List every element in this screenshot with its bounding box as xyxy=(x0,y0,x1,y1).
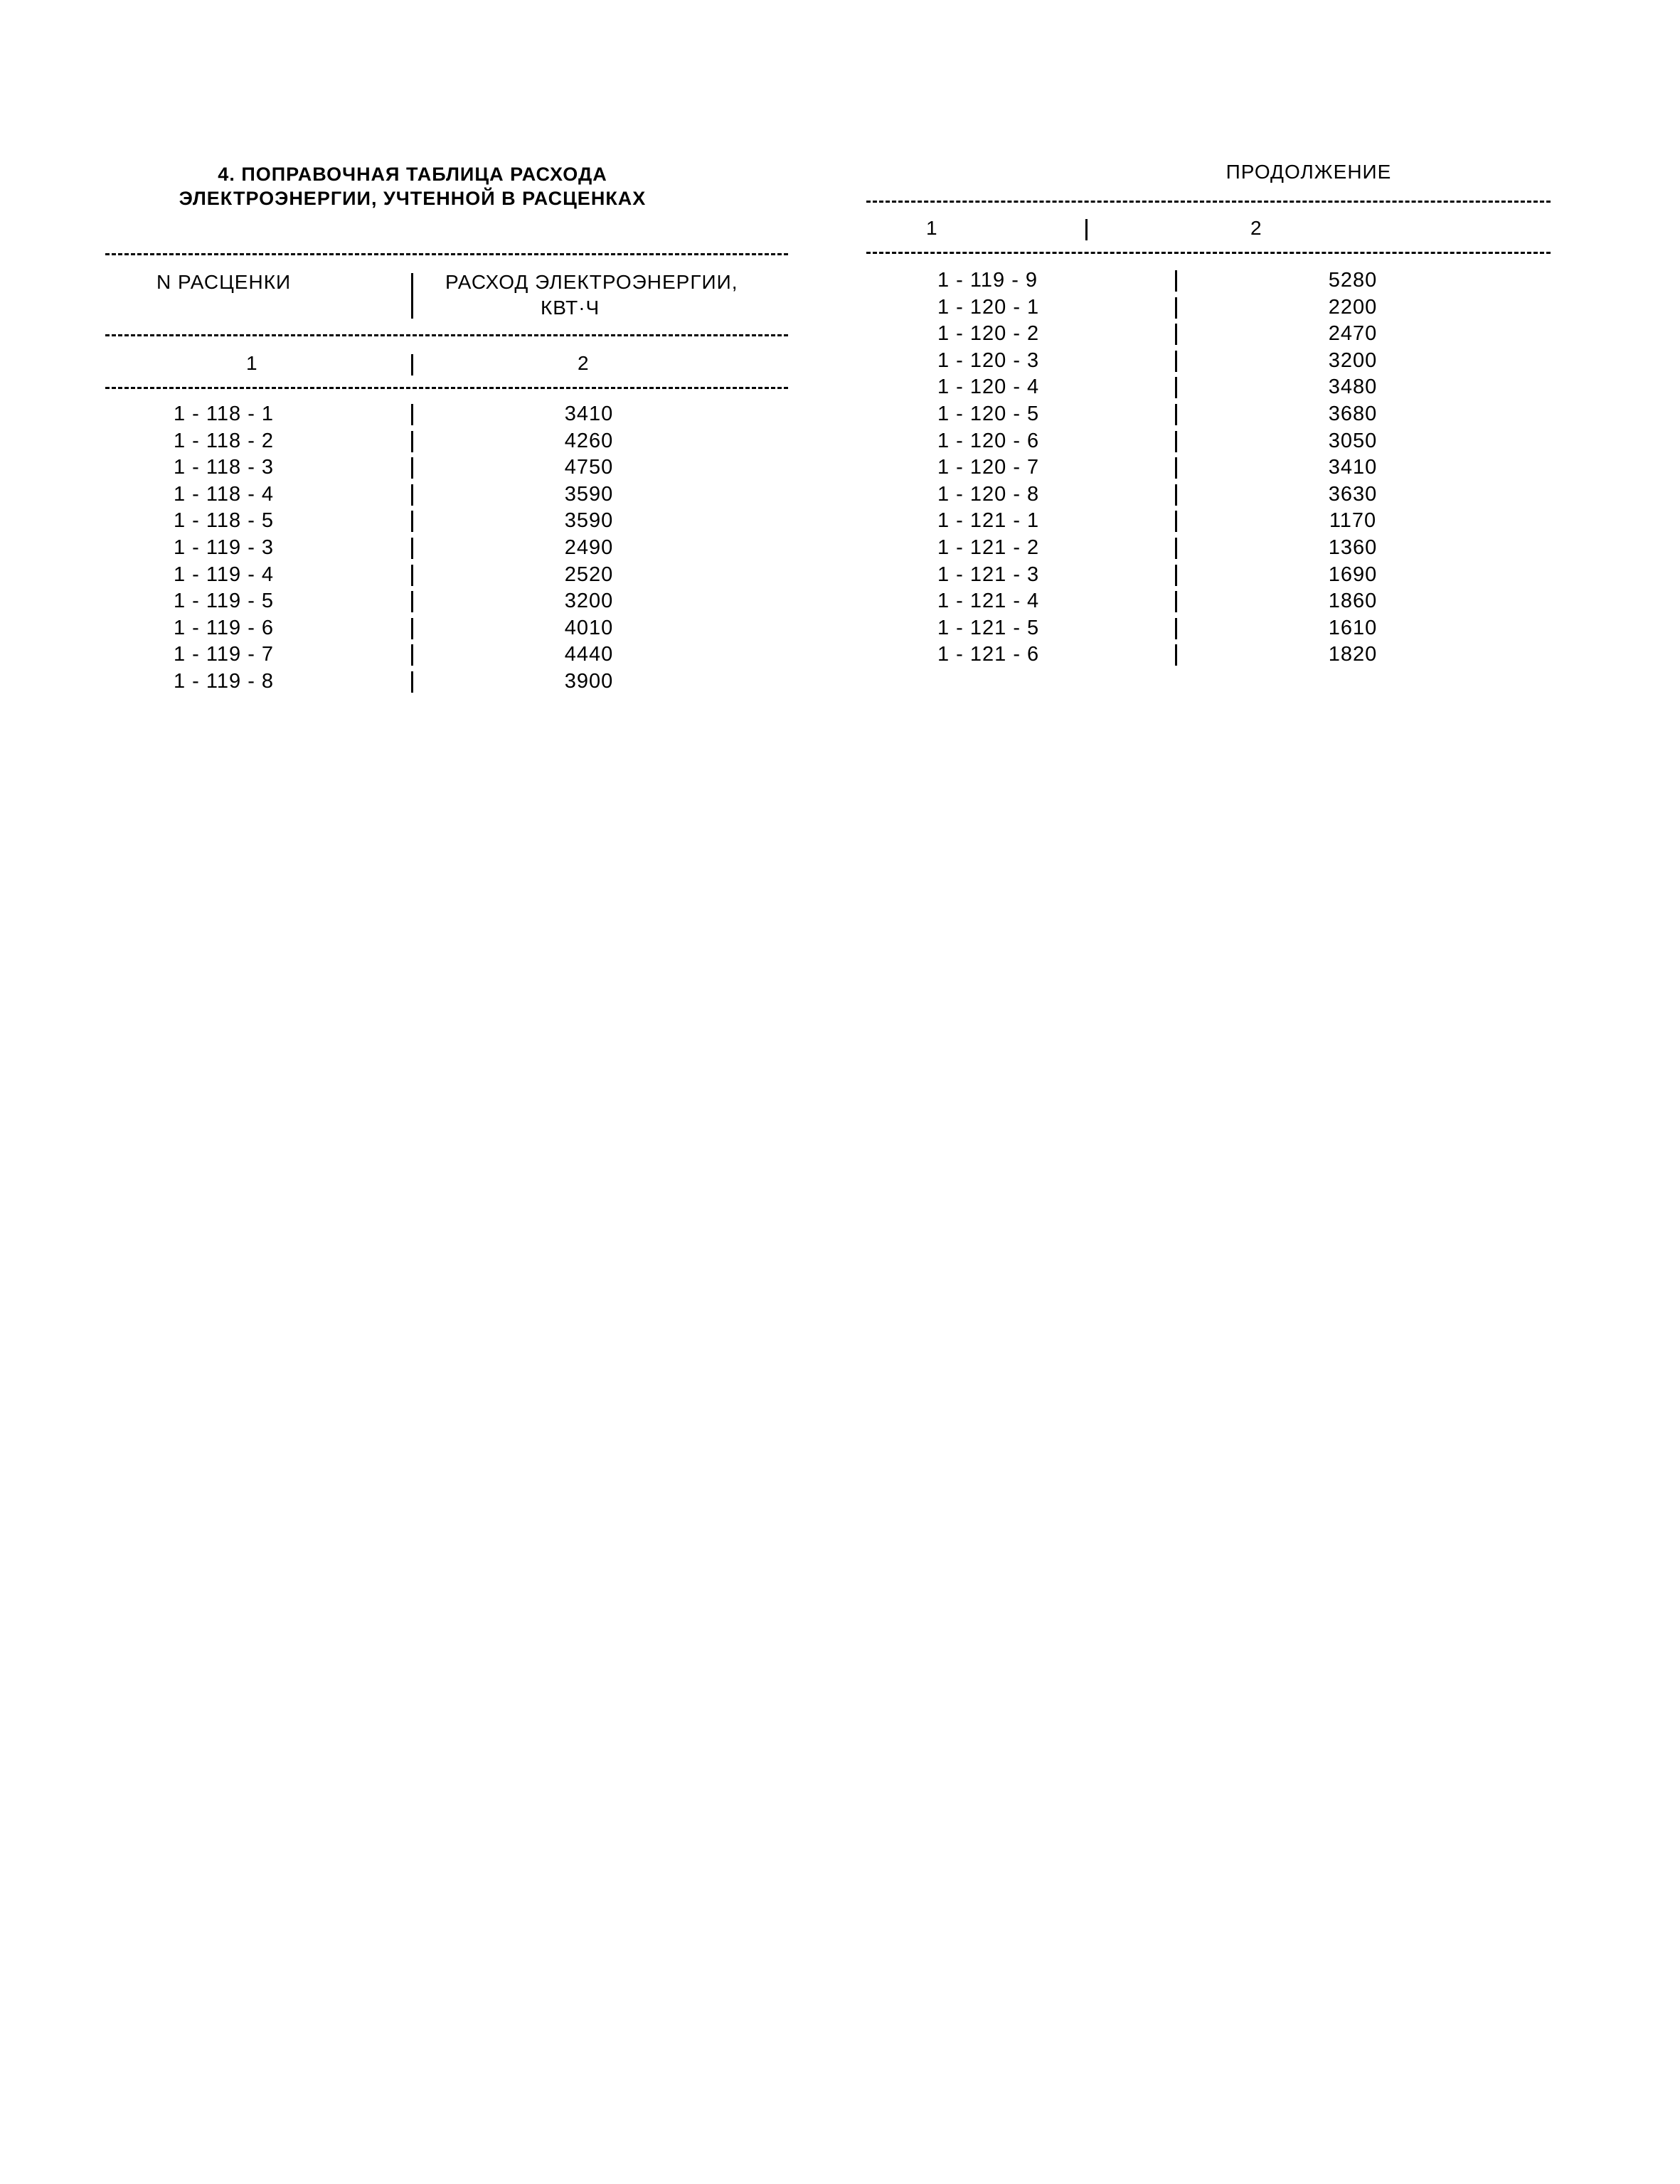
column-separator xyxy=(1175,351,1177,372)
column-separator xyxy=(411,484,413,506)
energy-value: 2200 xyxy=(1328,295,1378,319)
column-separator xyxy=(411,565,413,586)
energy-value: 3630 xyxy=(1328,482,1378,506)
energy-value: 3200 xyxy=(564,590,614,613)
rate-code: 1 - 118 - 4 xyxy=(174,482,275,506)
energy-value: 2470 xyxy=(1328,322,1378,346)
energy-value: 3590 xyxy=(564,482,614,506)
column-number-separator xyxy=(1085,219,1088,240)
energy-value: 3050 xyxy=(1328,429,1378,452)
rate-code: 1 - 120 - 7 xyxy=(937,456,1040,479)
rate-code: 1 - 120 - 1 xyxy=(937,295,1040,319)
column-separator xyxy=(411,591,413,612)
column-separator xyxy=(411,618,413,639)
column-separator xyxy=(1175,404,1177,425)
energy-value: 2490 xyxy=(564,536,614,559)
header-col1: N РАСЦЕНКИ xyxy=(156,271,292,293)
rate-code: 1 - 119 - 3 xyxy=(174,536,275,559)
divider xyxy=(105,387,788,389)
column-separator xyxy=(1175,644,1177,666)
column-separator xyxy=(1175,431,1177,452)
table-title-line1: 4. ПОПРАВОЧНАЯ ТАБЛИЦА РАСХОДА xyxy=(218,164,607,185)
divider xyxy=(105,253,788,255)
rate-code: 1 - 118 - 2 xyxy=(174,429,275,452)
column-separator xyxy=(1175,270,1177,292)
column-separator xyxy=(411,457,413,479)
energy-value: 4010 xyxy=(564,616,614,639)
header-separator xyxy=(411,273,413,319)
energy-value: 3410 xyxy=(1328,456,1378,479)
rate-code: 1 - 118 - 1 xyxy=(174,403,275,425)
energy-value: 5280 xyxy=(1328,269,1378,292)
column-separator xyxy=(411,404,413,425)
rate-code: 1 - 120 - 3 xyxy=(937,348,1040,372)
rate-code: 1 - 120 - 4 xyxy=(937,375,1040,399)
rate-code: 1 - 119 - 9 xyxy=(937,269,1038,292)
rate-code: 1 - 120 - 6 xyxy=(937,429,1040,452)
energy-value: 4260 xyxy=(564,429,614,452)
rate-code: 1 - 119 - 8 xyxy=(174,669,275,693)
rate-code: 1 - 121 - 2 xyxy=(937,536,1040,559)
divider xyxy=(866,252,1551,254)
energy-value: 3680 xyxy=(1328,402,1378,425)
energy-value: 3200 xyxy=(1328,348,1378,372)
column-separator xyxy=(1175,457,1177,479)
header-col2-line1: РАСХОД ЭЛЕКТРОЭНЕРГИИ, xyxy=(445,271,738,293)
column-number-1: 1 xyxy=(926,217,938,239)
rate-code: 1 - 120 - 5 xyxy=(937,402,1040,425)
energy-value: 4440 xyxy=(564,643,614,666)
energy-value: 4750 xyxy=(564,456,614,479)
rate-code: 1 - 119 - 7 xyxy=(174,643,275,666)
rate-code: 1 - 119 - 6 xyxy=(174,616,275,639)
energy-value: 1170 xyxy=(1329,509,1377,533)
rate-code: 1 - 120 - 8 xyxy=(937,482,1040,506)
column-separator xyxy=(1175,297,1177,319)
column-separator xyxy=(1175,484,1177,506)
energy-value: 1360 xyxy=(1328,536,1378,559)
energy-value: 1860 xyxy=(1328,590,1378,613)
column-separator xyxy=(411,511,413,532)
column-separator xyxy=(411,431,413,452)
rate-code: 1 - 121 - 3 xyxy=(937,563,1040,586)
column-separator xyxy=(1175,565,1177,586)
rate-code: 1 - 119 - 5 xyxy=(174,590,275,613)
energy-value: 3410 xyxy=(564,403,614,425)
table-title xyxy=(92,162,733,211)
column-number-2: 2 xyxy=(1250,217,1262,239)
column-separator xyxy=(1175,377,1177,398)
header-col2-line2: КВТ·Ч xyxy=(541,297,600,319)
rate-code: 1 - 118 - 5 xyxy=(174,509,275,533)
divider xyxy=(866,201,1551,203)
column-separator xyxy=(411,538,413,559)
column-separator xyxy=(1175,511,1177,532)
table-title-line2: ЭЛЕКТРОЭНЕРГИИ, УЧТЕННОЙ В РАСЦЕНКАХ xyxy=(179,188,647,209)
column-number-2: 2 xyxy=(578,352,590,374)
energy-value: 1820 xyxy=(1328,643,1378,666)
energy-value: 2520 xyxy=(564,563,614,586)
energy-value: 3480 xyxy=(1328,375,1378,399)
column-separator xyxy=(1175,618,1177,639)
energy-value: 1610 xyxy=(1328,616,1378,639)
rate-code: 1 - 121 - 6 xyxy=(937,643,1040,666)
energy-value: 3900 xyxy=(564,669,614,693)
column-separator xyxy=(411,671,413,693)
energy-value: 1690 xyxy=(1328,563,1378,586)
divider xyxy=(105,334,788,336)
rate-code: 1 - 120 - 2 xyxy=(937,322,1040,346)
rate-code: 1 - 121 - 5 xyxy=(937,616,1040,639)
column-number-separator xyxy=(411,354,413,375)
column-separator xyxy=(1175,591,1177,612)
rate-code: 1 - 121 - 4 xyxy=(937,590,1040,613)
column-number-1: 1 xyxy=(246,352,258,374)
rate-code: 1 - 119 - 4 xyxy=(174,563,275,586)
energy-value: 3590 xyxy=(564,509,614,533)
rate-code: 1 - 118 - 3 xyxy=(174,456,275,479)
column-separator xyxy=(411,644,413,666)
rate-code: 1 - 121 - 1 xyxy=(937,509,1040,533)
column-separator xyxy=(1175,324,1177,345)
continuation-label: ПРОДОЛЖЕНИЕ xyxy=(1226,161,1392,183)
column-separator xyxy=(1175,538,1177,559)
